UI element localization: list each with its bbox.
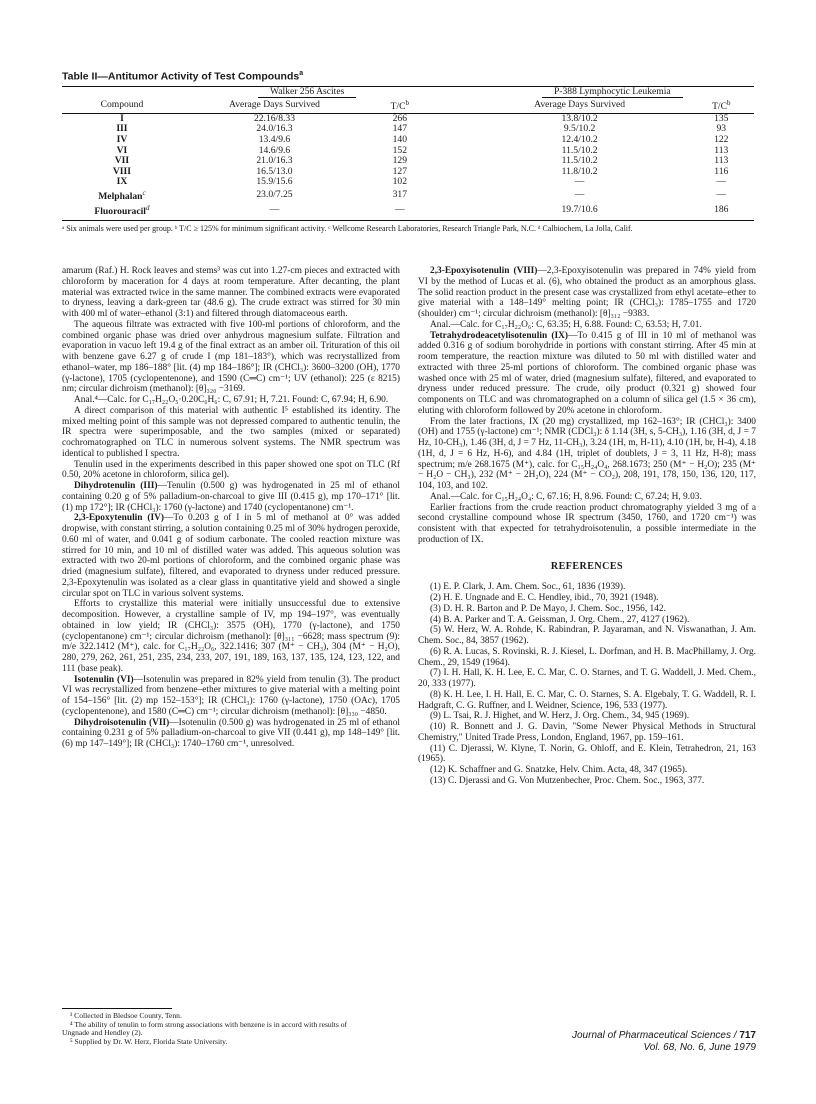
reference-item: (4) B. A. Parker and T. A. Geissman, J. Org. Chem., 27, 4127 (1962). — [430, 614, 690, 625]
cell-walker-days: 21.0/16.3 — [256, 155, 293, 167]
cell-p388-days: 11.8/10.2 — [561, 165, 598, 177]
cell-compound: III — [116, 123, 128, 135]
cell-walker-days: 15.9/15.6 — [256, 176, 293, 188]
body-paragraph: Dihydroisotenulin (VII)—Isotenulin (0.500 g) was hydrogenated in 25 ml of ethanol containing 0.231 g of 5% palladium-on-charcoal to give VII (0.441 g), mp 148–149° [lit. (6) mp 147–149°]; IR (CHCl₃): 1740–1760 cm⁻¹, unresolved. — [62, 717, 401, 749]
cell-p388-tc: — — [716, 176, 727, 188]
paragraph-heading: Dihydroisotenulin (VII) — [74, 717, 170, 728]
body-paragraph: Dihydrotenulin (III)—Tenulin (0.500 g) was hydrogenated in 25 ml of ethanol containing 0.20 g of 5% palladium-on-charcoal to give III (0.415 g), mp 170–171° [lit. (1) mp 172°]; IR (CHCl₃): 1760 (γ-lactone) and 1740 (cyclopentanone) cm⁻¹. — [62, 481, 400, 513]
footnote-item: ⁴ The ability of tenulin to form strong associations with benzene is in accord with results of Ungnade and Hendley (2). — [62, 1019, 348, 1038]
cell-p388-days: — — [574, 176, 585, 188]
reference-item: (6) R. A. Lucas, S. Rovinski, R. J. Kiesel, L. Dorfman, and H. B. MacPhillamy, J. Org. Chem., 29, 1549 (1964). — [418, 646, 756, 668]
right-column — [418, 266, 756, 787]
cell-p388-tc: 122 — [714, 134, 729, 146]
walker-group-header: Walker 256 Ascites — [182, 87, 433, 99]
cell-walker-tc: 140 — [392, 134, 407, 146]
cell-walker-days: 24.0/16.3 — [256, 123, 293, 135]
paragraph-heading: 2,3-Epoxyisotenulin (VIII) — [430, 266, 538, 276]
cell-walker-days: 23.0/7.25 — [256, 189, 293, 201]
page-footnotes — [62, 1008, 362, 1046]
cell-walker-tc: 147 — [392, 123, 407, 135]
cell-compound: Melphalan$^c$ — [98, 189, 146, 203]
table-title: Table II—Antitumor Activity of Test Compounds$^a$ — [62, 70, 304, 83]
paragraph-heading: Dihydrotenulin (III) — [74, 481, 158, 491]
reference-item: (12) K. Schaffner and G. Snatzke, Helv. Chim. Acta, 48, 347 (1965). — [430, 765, 688, 775]
cell-walker-days: 16.5/13.0 — [256, 165, 293, 177]
cell-p388-tc: 135 — [714, 112, 729, 124]
table-row — [62, 156, 754, 167]
reference-item: (8) K. H. Lee, I. H. Hall, E. C. Mar, C. O. Starnes, S. A. Elgebaly, T. G. Waddell, R. I. Hadgraft, C. G. Ruffner, and I. Weidner, Science, 196, 533 (1977). — [418, 689, 756, 711]
cell-p388-days: 9.5/10.2 — [563, 123, 596, 135]
table-footnote: ᵃ Six animals were used per group. ᵇ T/C ≥ 125% for minimum significant activity. ᶜ Wellcome Research Laboratories, Research Triangle Park, N.C. ᵈ Calbiochem, La Jolla, Calif. — [62, 223, 633, 233]
cell-p388-tc: — — [716, 189, 727, 201]
journal-footer: Journal of Pharmaceutical Sciences / 717 Vol. 68, No. 6, June 1979 — [572, 1030, 756, 1053]
reference-item: (3) D. H. R. Barton and P. De Mayo, J. Chem. Soc., 1956, 142. — [430, 603, 666, 614]
cell-compound: IV — [116, 134, 128, 146]
cell-walker-tc: 317 — [392, 189, 407, 201]
cell-walker-days: 22.16/8.33 — [253, 112, 295, 124]
cell-compound: Fluorouracil$^d$ — [94, 203, 150, 217]
cell-compound: VII — [114, 155, 130, 167]
cell-walker-tc: 127 — [392, 165, 407, 177]
table-row — [62, 146, 754, 157]
body-paragraph: amarum (Raf.) H. Rock leaves and stems³ was cut into 1.27-cm pieces and extracted with chloroform by maceration for 4 days at room temperature. After decanting, the plant material was extracted twice in the same manner. The combined extracts were evaporated to dryness, leaving a dark-green tar (48.6 g). The crude extract was stirred for 30 min with 400 ml of water–ethanol (3:1) and filtered through diatomaceous earth. — [62, 266, 400, 319]
cell-compound: I — [120, 112, 124, 124]
cell-walker-tc: 102 — [392, 176, 407, 188]
cell-walker-tc: 152 — [392, 144, 407, 156]
table-row — [62, 177, 754, 188]
cell-p388-days: 11.5/10.2 — [561, 144, 598, 156]
table-column-header — [62, 98, 754, 113]
body-paragraph: Anal.⁴—Calc. for C₁₇H₂₂O₅·0.20C₆H₆: C, 67.91; H, 7.21. Found: C, 67.94; H, 6.90. — [74, 395, 389, 405]
cell-compound: IX — [116, 176, 128, 188]
table-row — [62, 167, 754, 178]
references-heading: REFERENCES — [550, 560, 624, 572]
p388-group-header: P-388 Lymphocytic Leukemia — [471, 87, 754, 99]
body-paragraph: Tetrahydrodeacetylisotenulin (IX)—To 0.415 g of III in 10 ml of methanol was added 0.316 g of sodium borohydride in portions with constant stirring. After 45 min at room temperature, the reaction mixture was diluted to 50 ml with distilled water and extracted with three 25-ml portions of chloroform. The combined organic phase was washed once with 25 ml of water, dried (magnesium sulfate), filtered, and evaporated to dryness under reduced pressure. The crude, oily product (0.321 g) showed four components on TLC and was chromatographed on a column of silica gel (1.5 × 36 cm), eluting with chloroform followed by 20% acetone in chloroform. — [418, 330, 756, 416]
cell-p388-days: 12.4/10.2 — [561, 134, 598, 146]
antitumor-table — [62, 70, 754, 234]
cell-p388-days: 11.5/10.2 — [561, 155, 598, 167]
cell-p388-days: 19.7/10.6 — [561, 203, 598, 215]
cell-p388-tc: 93 — [716, 123, 727, 135]
body-paragraph: Isotenulin (VI)—Isotenulin was prepared in 82% yield from tenulin (3). The product VI was recrystallized from benzene–ether mixtures to give material with a melting point of 154–156° [lit. (2) mp 152–153°]; IR (CHCl₃): 1760 (γ-lactone), 1750 (OAc), 1705 (cyclopentenone), and 1580 (C═C) cm⁻¹; circular dichroism (methanol): [θ]₃₃₀ −4850. — [62, 674, 401, 717]
footnote-item: ⁵ Supplied by Dr. W. Herz, Florida State University. — [70, 1036, 228, 1046]
cell-p388-tc: 113 — [714, 155, 729, 167]
body-paragraph: 2,3-Epoxytenulin (IV)—To 0.203 g of I in 5 ml of methanol at 0° was added dropwise, with constant stirring, a solution containing 0.25 ml of 30% hydrogen peroxide, 0.60 ml of water, and 0.041 g of sodium carbonate. The cooled reaction mixture was stirred for 10 min, and 10 ml of distilled water was added. This aqueous solution was extracted with two 20-ml portions of chloroform, and the combined organic phase was dried (magnesium sulfate), filtered, and evaporated to dryness under reduced pressure. 2,3-Epoxytenulin was isolated as a clear glass in quantitative yield and showed a single circular spot on TLC in various solvent systems. — [62, 513, 400, 599]
body-paragraph: Efforts to crystallize this material were initially unsuccessful due to extensive decomposition. However, a crystalline sample of IV, mp 194–197°, was eventually obtained in low yield; IR (CHCl₃): 3575 (OH), 1770 (γ-lactone), and 1750 (cyclopentanone) cm⁻¹; circular dichroism (methanol): [θ]₃₁₁ −6628; mass spectrum (9): m/e 322.1412 (M⁺), calc. for C₁₇H₂₂O₆, 322.1416; 307 (M⁺ − CH₃), 304 (M⁺ − H₂O), 280, 279, 262, 261, 251, 235, 234, 233, 207, 191, 189, 163, 137, 135, 124, 123, 122, and 111 (base peak). — [62, 599, 400, 674]
col-walker-tc: $T/C^b$ — [390, 99, 410, 113]
cell-compound: VI — [116, 144, 128, 156]
reference-item: (5) W. Herz, W. A. Rohde, K. Rabindran, P. Jayaraman, and N. Viswanathan, J. Am. Chem. Soc., 84, 3857 (1962). — [418, 625, 756, 646]
table-row — [62, 124, 754, 135]
references-list — [418, 582, 756, 786]
cell-p388-tc: 113 — [714, 144, 729, 156]
body-paragraph: Anal.—Calc. for C₁₇H₂₂O₆: C, 63.35; H, 6.88. Found: C, 63.53; H, 7.01. — [430, 319, 702, 330]
paragraph-heading: Tetrahydrodeacetylisotenulin (IX) — [430, 330, 569, 341]
cell-walker-days: — — [269, 203, 280, 215]
cell-walker-days: 14.6/9.6 — [258, 144, 291, 156]
reference-item: (10) R. Bonnett and J. G. Davin, "Some Newer Physical Methods in Structural Chemistry," United Trade Press, London, England, 1967, pp. 159–161. — [418, 722, 756, 743]
table-row — [62, 203, 754, 218]
body-paragraph: Tenulin used in the experiments described in this paper showed one spot on TLC (Rf 0.50, 20% acetone in chloroform, silica gel). — [62, 459, 400, 481]
reference-item: (1) E. P. Clark, J. Am. Chem. Soc., 61, 1836 (1939). — [430, 582, 626, 593]
reference-item: (9) L. Tsai, R. J. Highet, and W. Herz, J. Org. Chem., 34, 945 (1969). — [430, 711, 690, 722]
cell-p388-days: 13.8/10.2 — [561, 112, 598, 124]
reference-item: (7) I. H. Hall, K. H. Lee, E. C. Mar, C. O. Starnes, and T. G. Waddell, J. Med. Chem., 20, 333 (1977). — [418, 668, 756, 689]
cell-p388-tc: 186 — [714, 203, 729, 215]
col-walker-days: Average Days Survived — [229, 99, 320, 111]
body-paragraph: The aqueous filtrate was extracted with five 100-ml portions of chloroform, and the combined organic phase was dried over anhydrous magnesium sulfate. Filtration and evaporation in vacuo left 19.4 g of the final extract as an amber oil. Trituration of this oil with benzene gave 6.27 g of crude I (mp 181–183°), which was recrystallized from ethanol–water, mp 186–188° [lit. (4) mp 184–186°]; IR (CHCl₃): 3600–3200 (OH), 1770 (γ-lactone), 1705 (cyclopentenone), and 1590 (C═C) cm⁻¹; UV (ethanol): 225 (ε 8215) nm; circular dichroism (methanol): [θ]₃₂₀ −3169. — [62, 319, 400, 395]
body-paragraph: 2,3-Epoxyisotenulin (VIII)—2,3-Epoxyisotenulin was prepared in 74% yield from VI by the method of Lucas et al. (6), who obtained the product as an amorphous glass. The solid reaction product in the present case was crystallized from ethyl acetate–ether to give material with a 148–149° melting point; IR (CHCl₃): 1785–1755 and 1720 (shoulder) cm⁻¹; circular dichroism (methanol): [θ]₃₁₂ −9383. — [418, 266, 756, 319]
table-row — [62, 114, 754, 125]
paragraph-heading: Isotenulin (VI) — [74, 674, 134, 685]
page-number: 717 — [739, 1030, 756, 1041]
table-row — [62, 188, 754, 203]
cell-p388-tc: 116 — [714, 165, 729, 177]
cell-walker-tc: — — [395, 203, 405, 215]
table-group-header — [62, 87, 754, 99]
cell-p388-days: — — [574, 189, 585, 201]
body-paragraph: Anal.—Calc. for C₁₅H₂₄O₄: C, 67.16; H, 8.96. Found: C, 67.24; H, 9.03. — [430, 491, 702, 502]
cell-compound: VIII — [112, 165, 131, 177]
reference-item: (13) C. Djerassi and G. Von Mutzenbecher, Proc. Chem. Soc., 1963, 377. — [430, 775, 705, 786]
col-p388-days: Average Days Survived — [534, 99, 626, 111]
left-column — [62, 266, 400, 750]
table-row — [62, 135, 754, 146]
cell-walker-days: 13.4/9.6 — [258, 134, 291, 146]
reference-item: (11) C. Djerassi, W. Klyne, T. Norin, G. Ohloff, and E. Klein, Tetrahedron, 21, 163 (1965). — [418, 743, 756, 765]
body-paragraph: A direct comparison of this material with authentic I⁵ established its identity. The mixed melting point of this sample was not depressed compared to authentic tenulin, the IR spectra were superimposable, and the two samples (mixed or separated) cochromatographed on TLC in numerous solvent systems. The NMR spectrum was identical to published I spectra. — [62, 405, 400, 459]
reference-item: (2) H. E. Ungnade and E. C. Hendley, ibid., 70, 3921 (1948). — [430, 593, 659, 603]
footnote-item: ³ Collected in Bledsoe County, Tenn. — [70, 1011, 182, 1020]
cell-walker-tc: 129 — [392, 155, 407, 167]
body-paragraph: Earlier fractions from the crude reaction product chromatography yielded 3 mg of a second crystalline compound whose IR spectrum (3450, 1760, and 1720 cm⁻¹) was consistent with that expected for tetrahydroisotenulin, a possible intermediate in the production of IX. — [418, 502, 756, 545]
col-compound: Compound — [100, 99, 144, 111]
body-paragraph: From the later fractions, IX (20 mg) crystallized, mp 162–163°; IR (CHCl₃): 3400 (OH) and 1755 (γ-lactone) cm⁻¹; NMR (CDCl₃): δ 1.14 (3H, s, 5-CH₃), 1.16 (3H, d, J = 7 Hz, 10-CH₃), 1.46 (3H, d, J = 7 Hz, 11-CH₃), 3.24 (1H, m, H-11), 4.10 (1H, br, H-4), 4.18 (1H, d, J = 6 Hz, H-6), and 4.84 (1H, triplet of doublets, J = 3, 11 Hz, H-8); mass spectrum; m/e 268.1675 (M⁺), calc. for C₁₅H₂₄O₄, 268.1673; 250 (M⁺ − H₂O); 235 (M⁺ − H₂O − CH₃), 232 (M⁺ − 2H₂O), 224 (M⁺ − CO₂), 208, 191, 178, 150, 136, 120, 117, 104, 103, and 102. — [418, 416, 756, 491]
cell-walker-tc: 266 — [392, 112, 407, 124]
paragraph-heading: 2,3-Epoxytenulin (IV) — [74, 513, 165, 524]
col-p388-tc: $T/C^b$ — [712, 99, 731, 113]
